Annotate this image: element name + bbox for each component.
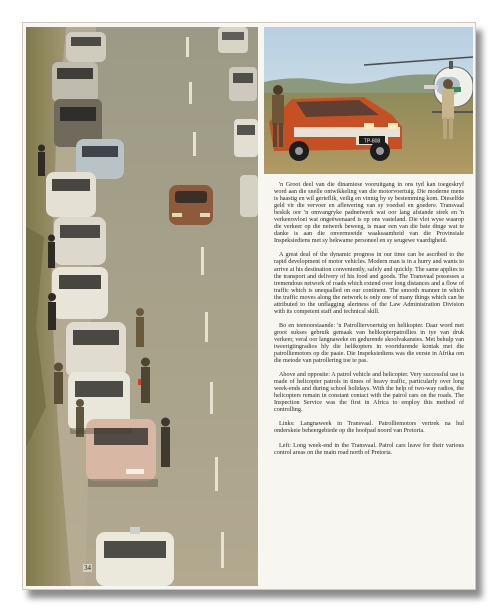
car-number-plate: TP-808 bbox=[363, 138, 381, 145]
paragraph-afrikaans-intro: 'n Groot deel van die dinamiese vooruitgang in ons tyd kan toegeskryf word aan die snelle ontwikkeling van die motorvoertuig. Die moderne mens is haastig en wil gerieflik, veilig en vinnig by sy bestemming kom. Dieselfde geld vir die vervoer en aflewering van sy voedsel en goedere. Transvaal beskik oor 'n omvangryke padnetwerk wat oor lang afstande strek en 'n verkeersvloei wat ongeëwenaard is op ons vasteland. Die vlot wyse waarop die verkeer op die netwerk beweeg, is maar een van die baie dinge wat te danke is aan die onvermoeide waaksaamheid van die Provinsiale Inspeksiediens met sy bekwame personeel en sy seugewe vaardigheid. bbox=[274, 182, 464, 245]
caption-afrikaans-weekend: Links: Langnaweek in Transvaal. Patrolliemotors vertrek na hul onderskeie beheergebiede op die hoofpad noord van Pretoria. bbox=[274, 421, 464, 435]
caption-english-helicopter: Above and opposite: A patrol vehicle and helicopter. Very successful use is made of helicopter patrols in times of heavy traffic, particularly over long week-ends and during school holidays. With the help of two-way radios, the helicopters remain in constant contact with the patrol cars on the roads. The Inspection Service was the first in Africa to employ this method of controlling. bbox=[274, 372, 464, 414]
photo-road-patrol-cars bbox=[26, 27, 258, 586]
page-number: 34 bbox=[84, 564, 91, 572]
photo-patrol-car-helicopter bbox=[264, 27, 473, 174]
article-text-column bbox=[274, 182, 464, 464]
paragraph-english-intro: A great deal of the dynamic progress in our time can be ascribed to the rapid development of motor vehicles. Modern man is in a hurry and wants to arrive at his destination conveniently, safely and quickly. The same applies to the transport and delivery of his food and goods. The Transvaal possesses a tremendous network of roads which extend over long distances and a flow of traffic which is unequalled on our continent. The smooth manner in which the traffic moves along the network is only one of many things which can be attributed to the unflagging alertness of the Law Administration Division with its competent staff and technical skill. bbox=[274, 252, 464, 315]
caption-afrikaans-helicopter: Bo en teenoorstaande: 'n Patrolliervoertuig en helikopter. Daar word met groot sukses gebruik gemaak van helikopterpatrollies in tye van druk verkeer, veral oor langnaweke en gedurende skoolvakansies. Met behulp van tweerigtingradios hly die helikopters in voortdurende kontak met die patrolliemotors op die paaie. Die Inspeksiediens was die eerste in Afrika om die metode van patrollering toe te pas. bbox=[274, 322, 464, 365]
caption-english-weekend: Left: Long week-end in the Transvaal. Patrol cars leave for their various control areas on the main road north of Pretoria. bbox=[274, 442, 464, 456]
